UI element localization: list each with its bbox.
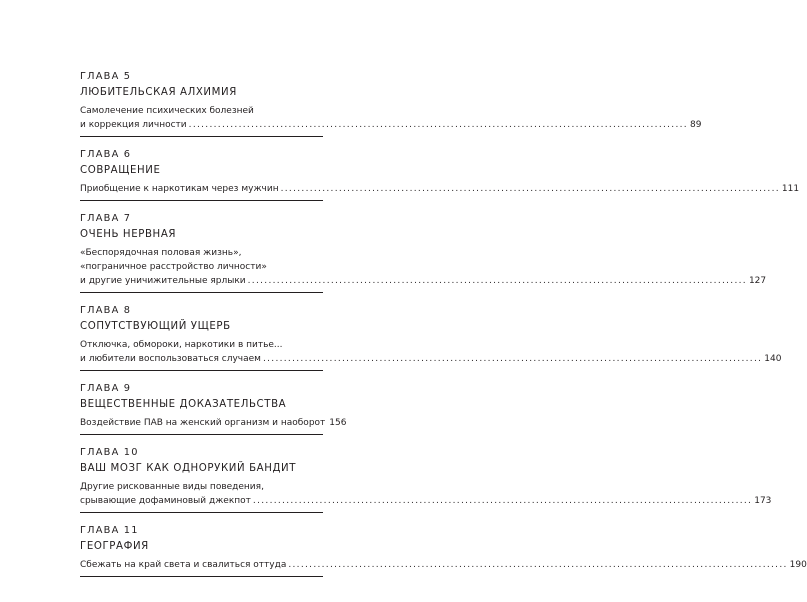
chapter-label: ГЛАВА 9 [80,383,132,394]
toc-chapter [80,211,767,293]
chapter-page-entry [80,274,767,288]
chapter-subtitle-line: и другие уничижительные ярлыки [80,276,246,286]
chapter-title: ОЧЕНЬ НЕРВНАЯ [80,229,177,240]
chapter-subtitle-line: Приобщение к наркотикам через мужчин [80,184,279,194]
toc-chapter [80,147,800,201]
page-number: 140 [764,354,782,364]
chapter-label: ГЛАВА 8 [80,305,132,316]
chapter-page-entry [80,494,772,508]
chapter-subtitle-line: Сбежать на край света и свалиться оттуда [80,560,287,570]
toc-chapter [80,523,807,577]
dot-leader: ........................................................................................................................ [280,184,780,194]
chapter-subtitle-line: «пограничное расстройство личности» [80,262,267,272]
chapter-title: ВЕЩЕСТВЕННЫЕ ДОКАЗАТЕЛЬСТВА [80,399,287,410]
chapter-label: ГЛАВА 11 [80,525,139,536]
chapter-subtitle-line: Другие рискованные виды поведения, [80,482,264,492]
chapter-subtitle-line: и любители воспользоваться случаем [80,354,261,364]
page-number: 111 [781,184,800,194]
toc-chapter [80,381,347,435]
chapter-title: ГЕОГРАФИЯ [80,541,149,552]
page-number: 89 [689,120,702,130]
chapter-subtitle-line: «Беспорядочная половая жизнь», [80,248,242,258]
chapter-page-entry [80,352,782,366]
table-of-contents [80,69,807,577]
chapter-subtitle-line: и коррекция личности [80,120,187,130]
chapter-label: ГЛАВА 10 [80,447,139,458]
chapter-subtitle-line: срывающие дофаминовый джекпот [80,496,251,506]
page-number: 190 [789,560,807,570]
dot-leader: ........................................................................................................................ [252,496,753,506]
dot-leader: ........................................................................................................................ [247,276,747,286]
chapter-page-entry [80,558,807,572]
dot-leader: ........................................................................................................................ [288,560,788,570]
dot-leader: ........................................................................................................................ [262,354,763,364]
toc-chapter [80,445,772,513]
toc-chapter [80,69,702,137]
page-number: 173 [754,496,772,506]
chapter-subtitle-line: Воздействие ПАВ на женский организм и наоборот [80,418,326,428]
toc-chapter [80,303,782,371]
dot-leader: ........................................................................................................................ [188,120,688,130]
chapter-title: ВАШ МОЗГ КАК ОДНОРУКИЙ БАНДИТ [80,463,297,474]
chapter-subtitle-line: Самолечение психических болезней [80,106,254,116]
chapter-title: СОПУТСТВУЮЩИЙ УЩЕРБ [80,321,231,332]
chapter-subtitle-line: Отключка, обмороки, наркотики в питье... [80,340,283,350]
page-number: 127 [748,276,767,286]
chapter-title: СОВРАЩЕНИЕ [80,165,161,176]
chapter-label: ГЛАВА 7 [80,213,132,224]
page-number: 156 [329,418,347,428]
chapter-page-entry [80,182,800,196]
chapter-title: ЛЮБИТЕЛЬСКАЯ АЛХИМИЯ [80,87,237,98]
chapter-label: ГЛАВА 5 [80,71,132,82]
chapter-page-entry [80,416,347,430]
chapter-label: ГЛАВА 6 [80,149,132,160]
chapter-page-entry [80,118,702,132]
